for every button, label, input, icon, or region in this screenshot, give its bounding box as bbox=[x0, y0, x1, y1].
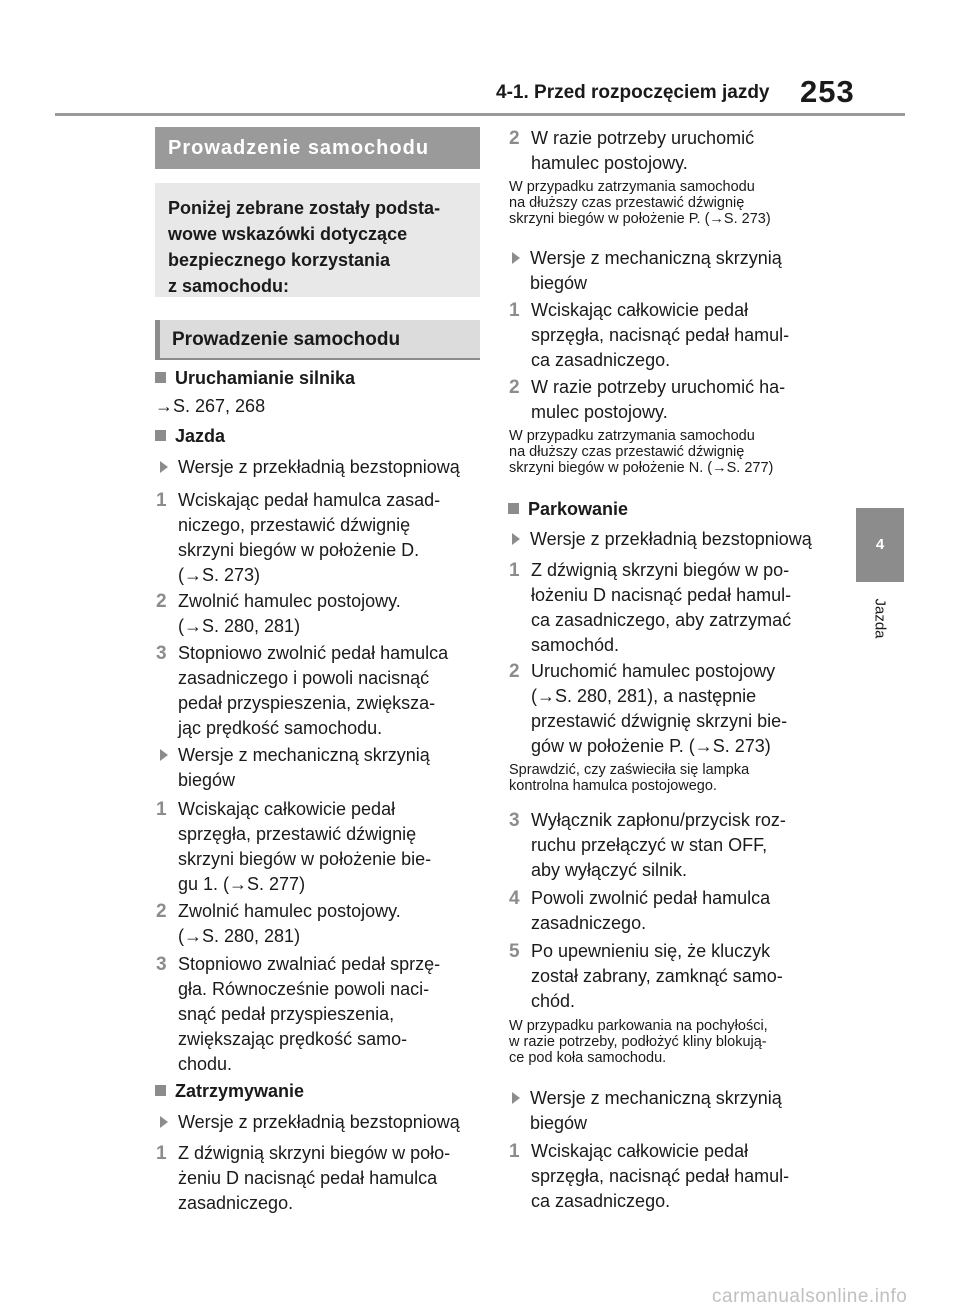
heading-text: Uruchamianie silnika bbox=[175, 368, 356, 388]
step-number: 2 bbox=[509, 661, 520, 682]
variant-label-cvt bbox=[512, 527, 812, 552]
step-line: (→S. 273) bbox=[178, 565, 261, 585]
note-line: w razie potrzeby, podłożyć kliny blokują- bbox=[509, 1034, 767, 1050]
square-bullet-icon bbox=[155, 372, 166, 383]
variant-label-manual bbox=[512, 1086, 782, 1136]
step-number: 4 bbox=[509, 888, 520, 909]
step-number: 1 bbox=[156, 1143, 167, 1164]
step-line: został zabrany, zamknąć samo- bbox=[531, 966, 783, 986]
variant-label-cvt bbox=[160, 1110, 460, 1135]
square-bullet-icon bbox=[508, 503, 519, 514]
triangle-bullet-icon bbox=[160, 461, 168, 473]
variant-label-text: biegów bbox=[530, 273, 588, 293]
heading-engine-start bbox=[155, 366, 355, 391]
step-line: gów w położenie P. (→S. 273) bbox=[531, 736, 771, 756]
step-line: samochód. bbox=[531, 635, 620, 655]
step-line: hamulec postojowy. bbox=[531, 153, 688, 173]
triangle-bullet-icon bbox=[160, 1116, 168, 1128]
step-line: gu 1. (→S. 277) bbox=[178, 874, 306, 894]
triangle-bullet-icon bbox=[512, 1092, 520, 1104]
step-1 bbox=[156, 1141, 450, 1216]
step-number: 5 bbox=[509, 941, 520, 962]
step-line: Z dźwignią skrzyni biegów w poło- bbox=[178, 1143, 451, 1163]
step-number: 1 bbox=[156, 799, 167, 820]
section-banner: Prowadzenie samochodu bbox=[155, 127, 480, 169]
header-section-title: 4-1. Przed rozpoczęciem jazdy bbox=[496, 82, 770, 103]
chapter-label bbox=[868, 592, 892, 652]
step-line: W razie potrzeby uruchomić ha- bbox=[531, 377, 786, 397]
step-line: snąć pedał przyspieszenia, bbox=[178, 1004, 395, 1024]
step-1 bbox=[156, 488, 440, 588]
triangle-bullet-icon bbox=[160, 749, 168, 761]
square-bullet-icon bbox=[155, 1085, 166, 1096]
step-line: Z dźwignią skrzyni biegów w po- bbox=[531, 560, 790, 580]
step-line: W razie potrzeby uruchomić bbox=[531, 128, 755, 148]
step-number: 1 bbox=[156, 490, 167, 511]
step-line: Stopniowo zwolnić pedał hamulca bbox=[178, 643, 449, 663]
variant-label-text: Wersje z przekładnią bezstopniową bbox=[530, 529, 812, 549]
note-line: ce pod koła samochodu. bbox=[509, 1050, 667, 1066]
variant-label-text: Wersje z przekładnią bezstopniową bbox=[178, 1112, 460, 1132]
step-line: sprzęgła, nacisnąć pedał hamul- bbox=[531, 1166, 790, 1186]
step-number: 3 bbox=[509, 810, 520, 831]
step-line: ca zasadniczego. bbox=[531, 1191, 671, 1211]
step-4 bbox=[509, 886, 770, 936]
step-line: Wciskając całkowicie pedał bbox=[531, 1141, 749, 1161]
step-line: niczego, przestawić dźwignię bbox=[178, 515, 411, 535]
note-text bbox=[509, 428, 773, 476]
step-line: Uruchomić hamulec postojowy bbox=[531, 661, 776, 681]
variant-label-cvt bbox=[160, 455, 460, 480]
step-line: jąc prędkość samochodu. bbox=[178, 718, 383, 738]
step-line: chodu. bbox=[178, 1054, 233, 1074]
step-line: zwiększając prędkość samo- bbox=[178, 1029, 408, 1049]
step-line: zasadniczego. bbox=[178, 1193, 294, 1213]
step-number: 2 bbox=[156, 901, 167, 922]
step-number: 3 bbox=[156, 954, 167, 975]
step-1 bbox=[156, 797, 431, 897]
note-line: na dłuższy czas przestawić dźwignię bbox=[509, 195, 745, 211]
note-line: W przypadku zatrzymania samochodu bbox=[509, 428, 755, 444]
intro-line: z samochodu: bbox=[168, 276, 290, 296]
step-line: mulec postojowy. bbox=[531, 402, 668, 422]
step-2 bbox=[509, 126, 754, 176]
heading-text: Zatrzymywanie bbox=[175, 1081, 305, 1101]
heading-parking bbox=[508, 497, 628, 522]
step-number: 1 bbox=[509, 560, 520, 581]
step-1 bbox=[509, 558, 791, 658]
chapter-label-text: Jazda bbox=[871, 598, 889, 639]
note-text bbox=[509, 1018, 768, 1066]
variant-label-text: biegów bbox=[178, 770, 236, 790]
variant-label-text: biegów bbox=[530, 1113, 588, 1133]
variant-label-text: Wersje z mechaniczną skrzynią bbox=[178, 745, 430, 765]
step-line: Stopniowo zwalniać pedał sprzę- bbox=[178, 954, 441, 974]
header-divider bbox=[55, 113, 905, 116]
subheading: Prowadzenie samochodu bbox=[155, 320, 480, 360]
step-2 bbox=[509, 375, 785, 425]
step-line: Wciskając pedał hamulca zasad- bbox=[178, 490, 441, 510]
step-line: Wciskając całkowicie pedał bbox=[178, 799, 396, 819]
step-line: (→S. 280, 281) bbox=[178, 926, 301, 946]
step-line: Po upewnieniu się, że kluczyk bbox=[531, 941, 771, 961]
step-line: Wyłącznik zapłonu/przycisk roz- bbox=[531, 810, 786, 830]
step-5 bbox=[509, 939, 783, 1014]
note-line: skrzyni biegów w położenie N. (→S. 277) bbox=[509, 460, 774, 476]
step-2 bbox=[156, 589, 401, 639]
step-line: aby wyłączyć silnik. bbox=[531, 860, 688, 880]
step-line: skrzyni biegów w położenie D. bbox=[178, 540, 420, 560]
step-number: 2 bbox=[509, 377, 520, 398]
step-number: 3 bbox=[156, 643, 167, 664]
triangle-bullet-icon bbox=[512, 252, 520, 264]
step-line: Zwolnić hamulec postojowy. bbox=[178, 591, 401, 611]
variant-label-text: Wersje z mechaniczną skrzynią bbox=[530, 1088, 782, 1108]
step-number: 2 bbox=[509, 128, 520, 149]
watermark-text: carmanualsonline.info bbox=[712, 1286, 908, 1307]
step-3 bbox=[156, 952, 440, 1077]
step-2 bbox=[156, 899, 401, 949]
heading-text: Jazda bbox=[175, 426, 226, 446]
step-line: sprzęgła, przestawić dźwignię bbox=[178, 824, 417, 844]
note-text bbox=[509, 762, 749, 794]
step-line: gła. Równocześnie powoli naci- bbox=[178, 979, 430, 999]
step-line: sprzęgła, nacisnąć pedał hamul- bbox=[531, 325, 790, 345]
step-line: zasadniczego. bbox=[531, 913, 647, 933]
page-number: 253 bbox=[800, 74, 855, 109]
variant-label-manual bbox=[512, 246, 782, 296]
square-bullet-icon bbox=[155, 430, 166, 441]
intro-box bbox=[155, 183, 480, 297]
note-line: Sprawdzić, czy zaświeciła się lampka bbox=[509, 762, 750, 778]
engine-start-reference[interactable]: →S. 267, 268 bbox=[155, 396, 266, 416]
intro-line: bezpiecznego korzystania bbox=[168, 250, 391, 270]
intro-line: Poniżej zebrane zostały podsta- bbox=[168, 198, 441, 218]
step-1 bbox=[509, 298, 789, 373]
step-line: łożeniu D nacisnąć pedał hamul- bbox=[531, 585, 792, 605]
note-line: W przypadku zatrzymania samochodu bbox=[509, 179, 755, 195]
step-line: pedał przyspieszenia, zwiększa- bbox=[178, 693, 436, 713]
step-2 bbox=[509, 659, 787, 759]
step-line: ca zasadniczego, aby zatrzymać bbox=[531, 610, 792, 630]
step-line: przestawić dźwignię skrzyni bie- bbox=[531, 711, 788, 731]
heading-driving bbox=[155, 424, 225, 449]
step-1 bbox=[509, 1139, 789, 1214]
step-line: ca zasadniczego. bbox=[531, 350, 671, 370]
note-text bbox=[509, 179, 771, 227]
step-line: żeniu D nacisnąć pedał hamulca bbox=[178, 1168, 438, 1188]
note-line: W przypadku parkowania na pochyłości, bbox=[509, 1018, 768, 1034]
note-line: na dłuższy czas przestawić dźwignię bbox=[509, 444, 745, 460]
intro-line: wowe wskazówki dotyczące bbox=[168, 224, 408, 244]
step-number: 2 bbox=[156, 591, 167, 612]
step-line: (→S. 280, 281), a następnie bbox=[531, 686, 757, 706]
step-line: zasadniczego i powoli nacisnąć bbox=[178, 668, 430, 688]
step-3 bbox=[156, 641, 448, 741]
heading-text: Parkowanie bbox=[528, 499, 629, 519]
step-number: 1 bbox=[509, 300, 520, 321]
chapter-tab[interactable]: 4 bbox=[856, 508, 904, 582]
step-line: (→S. 280, 281) bbox=[178, 616, 301, 636]
step-line: skrzyni biegów w położenie bie- bbox=[178, 849, 432, 869]
step-line: ruchu przełączyć w stan OFF, bbox=[531, 835, 768, 855]
variant-label-text: Wersje z przekładnią bezstopniową bbox=[178, 457, 460, 477]
variant-label-text: Wersje z mechaniczną skrzynią bbox=[530, 248, 782, 268]
variant-label-manual bbox=[160, 743, 430, 793]
note-line: kontrolna hamulca postojowego. bbox=[509, 778, 717, 794]
note-line: skrzyni biegów w położenie P. (→S. 273) bbox=[509, 211, 771, 227]
step-line: chód. bbox=[531, 991, 576, 1011]
step-3 bbox=[509, 808, 786, 883]
heading-stopping bbox=[155, 1079, 304, 1104]
step-line: Zwolnić hamulec postojowy. bbox=[178, 901, 401, 921]
step-number: 1 bbox=[509, 1141, 520, 1162]
step-line: Powoli zwolnić pedał hamulca bbox=[531, 888, 771, 908]
triangle-bullet-icon bbox=[512, 533, 520, 545]
step-line: Wciskając całkowicie pedał bbox=[531, 300, 749, 320]
